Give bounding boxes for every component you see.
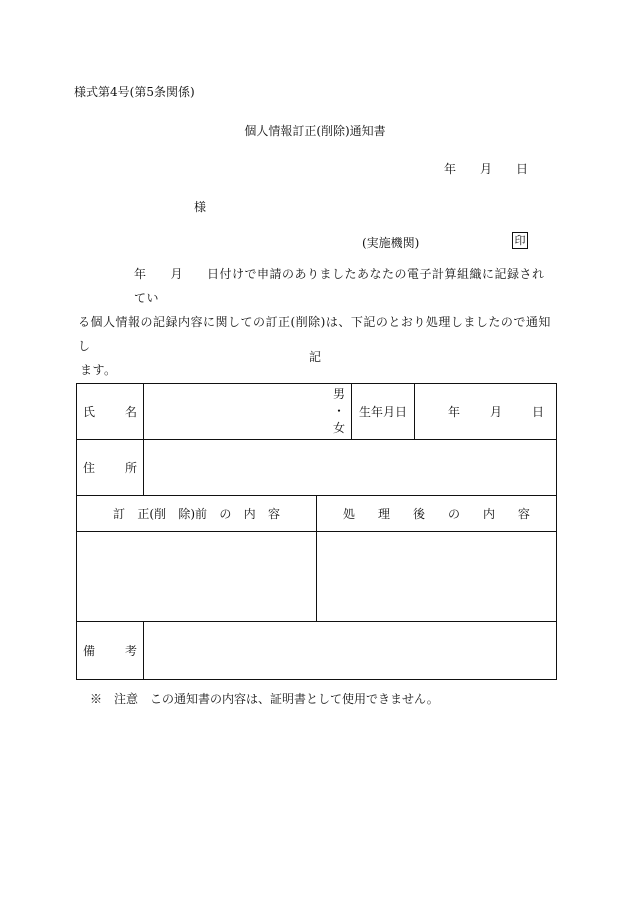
after-content-field[interactable] [317,532,557,622]
sex-male: 男 [333,387,346,401]
issue-date [444,160,528,177]
address-row [77,440,557,496]
sex-dot: ・ [333,404,346,418]
agency-label: (実施機関) [362,236,420,250]
body-line1: 日付けで申請のありましたあなたの電子計算組織に記録されてい [134,267,545,305]
before-content-field[interactable] [77,532,317,622]
remarks-field[interactable] [144,622,557,680]
form-number: 様式第4号(第5条関係) [74,85,195,99]
body-line3: ます。 [80,363,117,377]
date-day-label: 日 [516,162,529,176]
birthdate-label: 生年月日 [352,384,415,440]
body-month: 月 [170,267,184,281]
remarks-label: 備 考 [77,622,144,680]
seal-mark: 印 [512,232,528,249]
body-line2: る個人情報の記録内容に関しての訂正(削除)は、下記のとおり処理しましたので通知し [78,315,551,353]
birthdate-field[interactable]: 年 月 日 [415,384,557,440]
ki-heading: 記 [308,350,321,364]
name-label: 氏 名 [77,384,144,440]
remarks-row [77,622,557,680]
after-content-header: 処 理 後 の 内 容 [317,496,557,532]
body-year: 年 [134,267,147,281]
name-row [77,384,557,440]
sex-female: 女 [333,421,346,435]
address-field[interactable] [144,440,557,496]
content-header-row [77,496,557,532]
addressee-suffix: 様 [194,200,207,214]
content-row [77,532,557,622]
address-label: 住 所 [77,440,144,496]
caution-note: ※ 注意 この通知書の内容は、証明書として使用できません。 [90,692,439,706]
name-field[interactable] [144,384,352,440]
document-title: 個人情報訂正(削除)通知書 [244,124,386,138]
date-month-label: 月 [480,162,493,176]
date-year-label: 年 [444,162,457,176]
record-table [76,383,557,680]
before-content-header: 訂 正(削 除)前 の 内 容 [77,496,317,532]
